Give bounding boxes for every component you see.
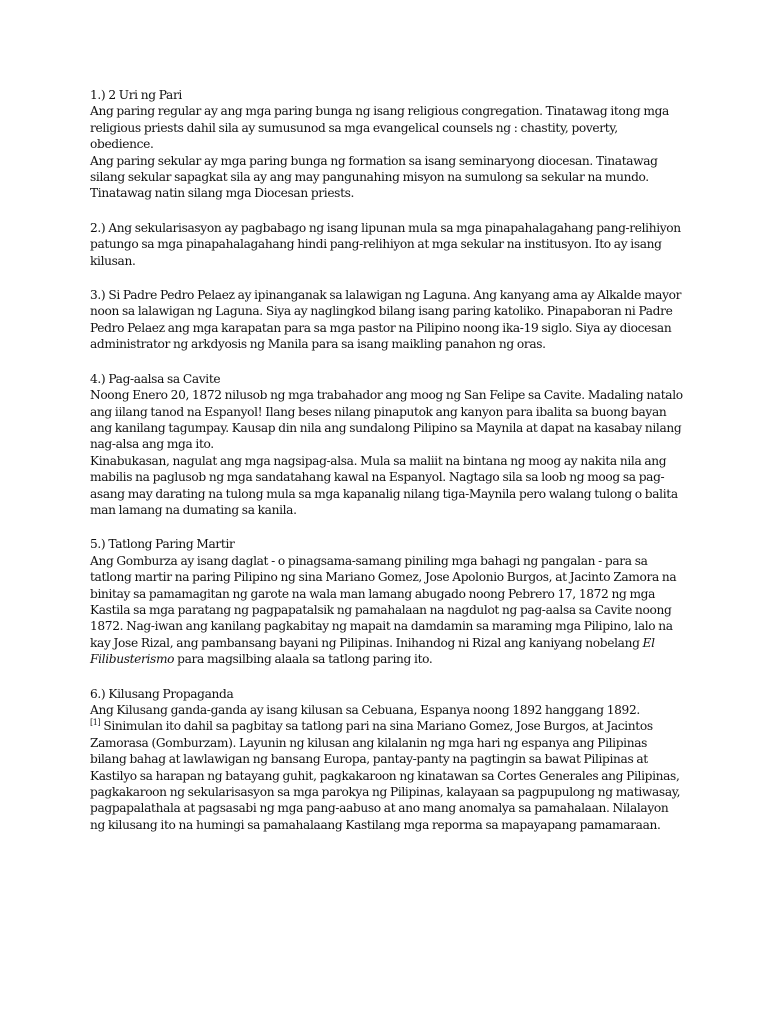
section-4 [90,371,684,519]
section-heading: 4.) Pag-aalsa sa Cavite [90,371,221,386]
section-paragraph: Noong Enero 20, 1872 nilusob ng mga trabahador ang moog ng San Felipe sa Cavite. Madaling natalo ang iilang tanod na Espanyol! Ilang beses nilang pinaputok ang kanyon para ibalita sa buong bayan ang kanilang tagumpay. Kausap din nila ang sundalong Pilipino sa Maynila at dapat na kasabay nilang nag-alsa ang mga ito. [90,388,683,452]
paragraph-text: Sinimulan ito dahil sa pagbitay sa tatlong pari na sina Mariano Gomez, Jose Burgos, at Jacintos Zamorasa (Gomburzam). Layunin ng kilusan ang kilalanin ng mga hari ng espanya ang Pilipinas bilang bahag at lawlawigan ng bansang Europa, pantay-panty na pagtingin sa bawat Pilipinas at Kastilyo sa harapan ng batayang guhit, pagkakaroon ng kinatawan sa Cortes Generales ang Pilipinas, pagkakaroon ng sekularisasyon sa mga parokya ng Pilipinas, kalayaan sa pagpupulong ng matiwasay, pagpapalathala at pagsasabi ng mga pang-aabuso at ano mang anomalya sa pamahalaan. Nilalayon ng kilusang ito na humingi sa pamahalaang Kastilang mga reporma sa mapayapang pamamaraan. [90,719,681,832]
novel-title: El Filibusterismo [90,635,655,667]
section-1 [90,87,684,202]
section-6 [90,686,684,834]
section-5 [90,536,684,667]
section-paragraph: Ang paring regular ay ang mga paring bunga ng isang religious congregation. Tinatawag itong mga religious priests dahil sila ay sumusunod sa mga evangelical counsels ng : chastity, poverty, obedience. [90,104,669,152]
section-paragraph [90,553,684,668]
section-heading: 1.) 2 Uri ng Pari [90,88,182,102]
section-paragraph: Kinabukasan, nagulat ang mga nagsipag-alsa. Mula sa maliit na bintana ng moog ay nakita nila ang mabilis na paglusob ng mga sandatahang kawal na Espanyol. Nagtago sila sa loob ng moog sa pag-asang may darating na tulong mula sa mga kapanalig nilang tiga-Maynila pero walang tulong o balita man lamang na dumating sa kanila. [90,453,678,517]
section-3 [90,287,684,353]
document-page [90,87,684,851]
section-paragraph [90,702,684,833]
section-heading: 6.) Kilusang Propaganda [90,686,234,701]
paragraph-text: Ang Kilusang ganda-ganda ay isang kilusan sa Cebuana, Espanya noong 1892 hanggang 1892. [90,703,640,717]
section-paragraph: 2.) Ang sekularisasyon ay pagbabago ng isang lipunan mula sa mga pinapahalagahang pang-relihiyon patungo sa mga pinapahalagahang hindi pang-relihiyon at mga sekular na institusyon. Ito ay isang kilusan. [90,220,681,268]
section-2 [90,220,684,269]
section-paragraph: 3.) Si Padre Pedro Pelaez ay ipinanganak sa lalawigan ng Laguna. Ang kanyang ama ay Alkalde mayor noon sa lalawigan ng Laguna. Siya ay naglingkod bilang isang paring katoliko. Pinapaboran ni Padre Pedro Pelaez ang mga karapatan para sa mga pastor na Pilipino noong ika-19 siglo. Siya ay diocesan administrator ng arkdyosis ng Manila para sa isang maikling panahon ng oras. [90,288,682,352]
paragraph-text: Ang Gomburza ay isang daglat - o pinagsama-samang piniling mga bahagi ng pangalan - para sa tatlong martir na paring Pilipino ng sina Mariano Gomez, Jose Apolonio Burgos, at Jacinto Zamora na binitay sa pamamagitan ng garote na wala man lamang abugado noong Pebrero 17, 1872 ng mga Kastila sa mga paratang ng pagpapatalsik ng pamahalaan na nagdulot ng pag-aalsa sa Cavite noong 1872. Nag-iwan ang kanilang pagkabitay ng mapait na damdamin sa maraming mga Pilipino, lalo na kay Jose Rizal, ang pambansang bayani ng Pilipinas. Inihandog ni Rizal ang kaniyang nobelang [90,553,677,650]
footnote-marker[interactable]: [1] [90,718,101,728]
paragraph-text: para magsilbing alaala sa tatlong paring ito. [174,652,433,667]
section-heading: 5.) Tatlong Paring Martir [90,537,235,552]
section-paragraph: Ang paring sekular ay mga paring bunga ng formation sa isang seminaryong diocesan. Tinatawag silang sekular sapagkat sila ay ang may pangunahing misyon na sumulong sa sekular na mundo. Tinatawag natin silang mga Diocesan priests. [90,153,658,201]
